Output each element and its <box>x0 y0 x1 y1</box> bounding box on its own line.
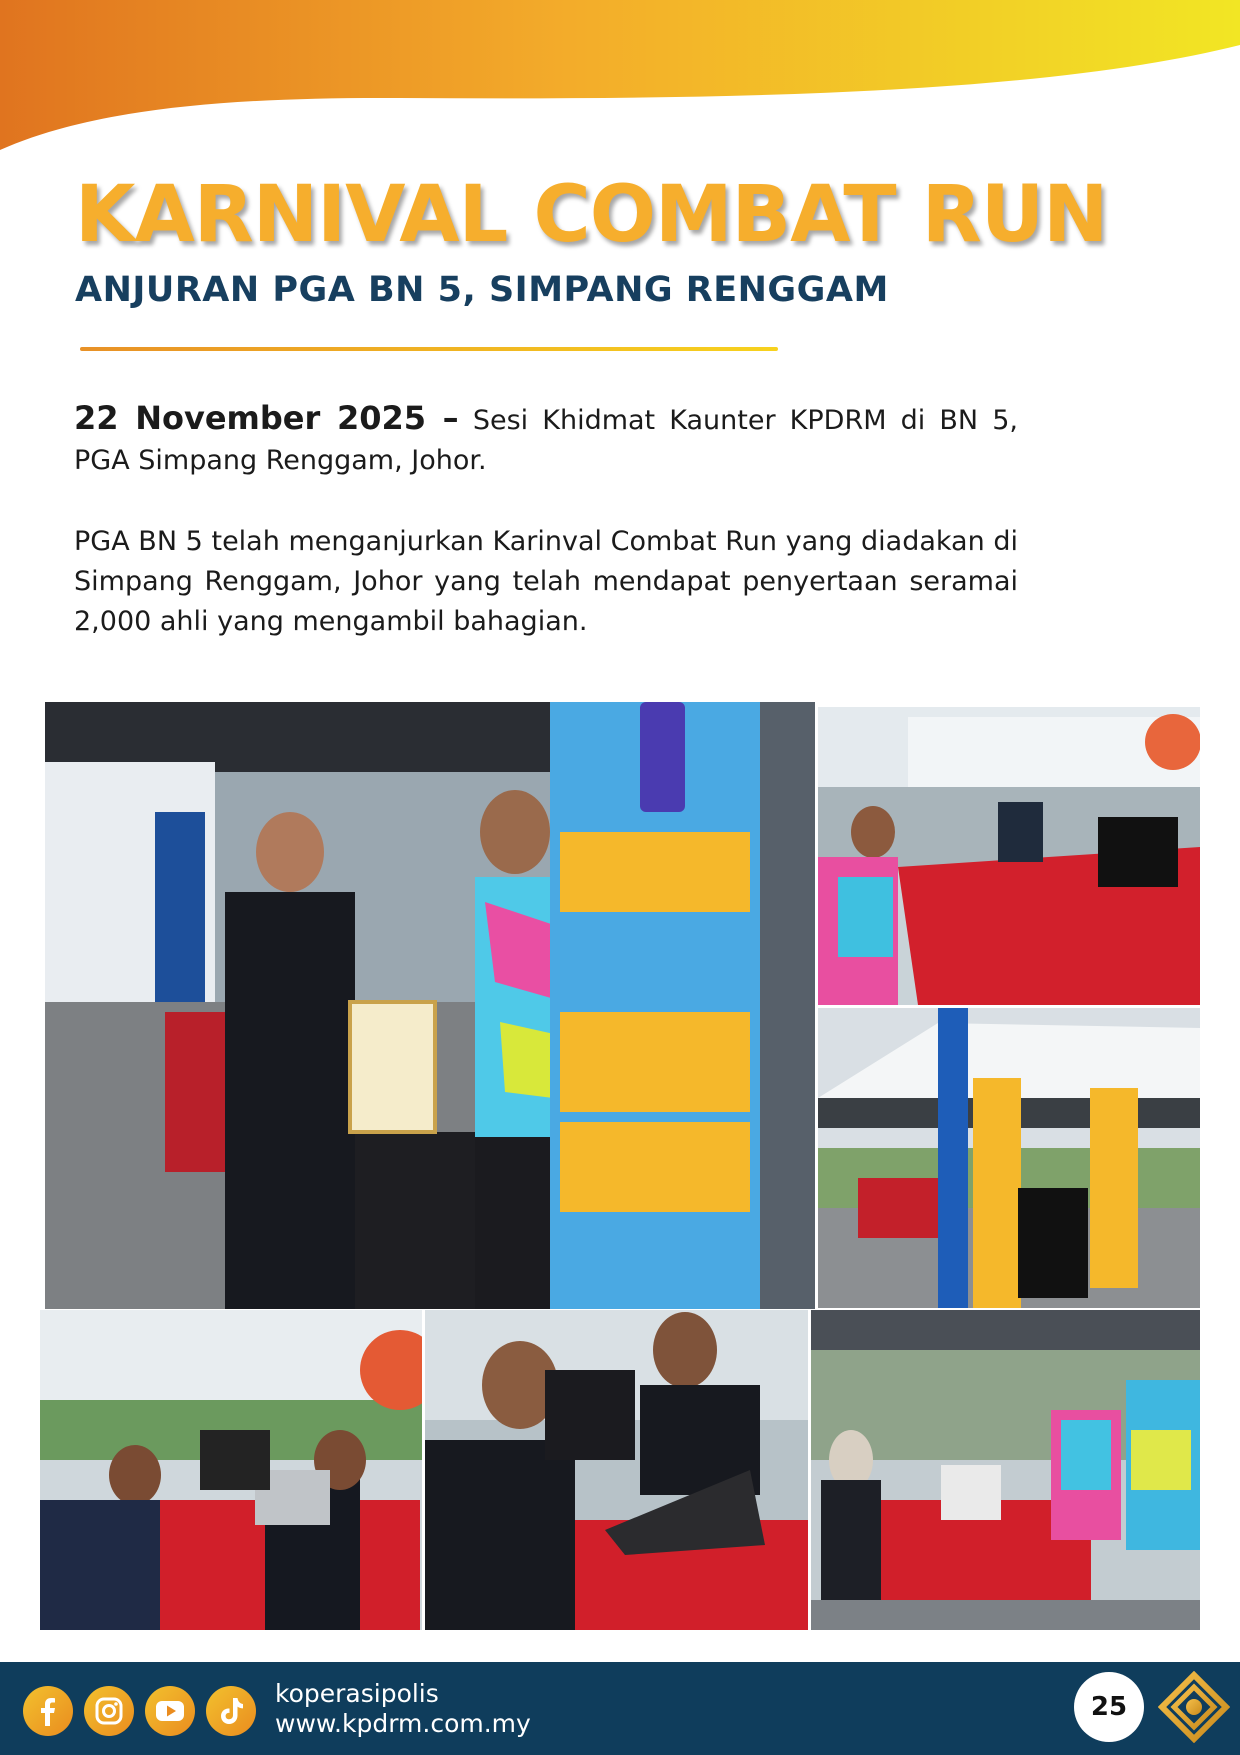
intro-text: Sesi Khidmat Kaunter KPDRM di BN 5, PGA Simpang Renggam, Johor. <box>74 405 1018 476</box>
top-wave-banner <box>0 0 1240 160</box>
photo-registration-laptop <box>40 1310 422 1630</box>
photo-laptop-consultation <box>425 1310 808 1630</box>
kpdrm-logo-icon <box>1158 1671 1230 1743</box>
footer-contact <box>275 1679 531 1739</box>
page-title: KARNIVAL COMBAT RUN <box>75 170 1108 260</box>
photo-booth-crowd <box>811 1310 1200 1630</box>
photo-counter-service <box>818 707 1200 1005</box>
youtube-icon[interactable] <box>145 1686 195 1736</box>
website-link[interactable]: www.kpdrm.com.my <box>275 1709 531 1738</box>
event-date: 22 November 2025 – <box>74 399 459 437</box>
title-divider <box>80 347 778 351</box>
intro-paragraph <box>74 398 1018 481</box>
page-number: 25 <box>1074 1672 1144 1742</box>
photo-certificate-presentation <box>45 702 815 1309</box>
social-handle: koperasipolis <box>275 1679 439 1708</box>
tiktok-icon[interactable] <box>206 1686 256 1736</box>
photo-kpdrm-booth <box>818 1008 1200 1308</box>
event-paragraph: PGA BN 5 telah menganjurkan Karinval Combat Run yang diadakan di Simpang Renggam, Johor yang telah mendapat penyertaan seramai 2,000 ahli yang mengambil bahagian. <box>74 526 1018 637</box>
page-subtitle: ANJURAN PGA BN 5, SIMPANG RENGGAM <box>75 270 889 310</box>
facebook-icon[interactable] <box>23 1686 73 1736</box>
instagram-icon[interactable] <box>84 1686 134 1736</box>
